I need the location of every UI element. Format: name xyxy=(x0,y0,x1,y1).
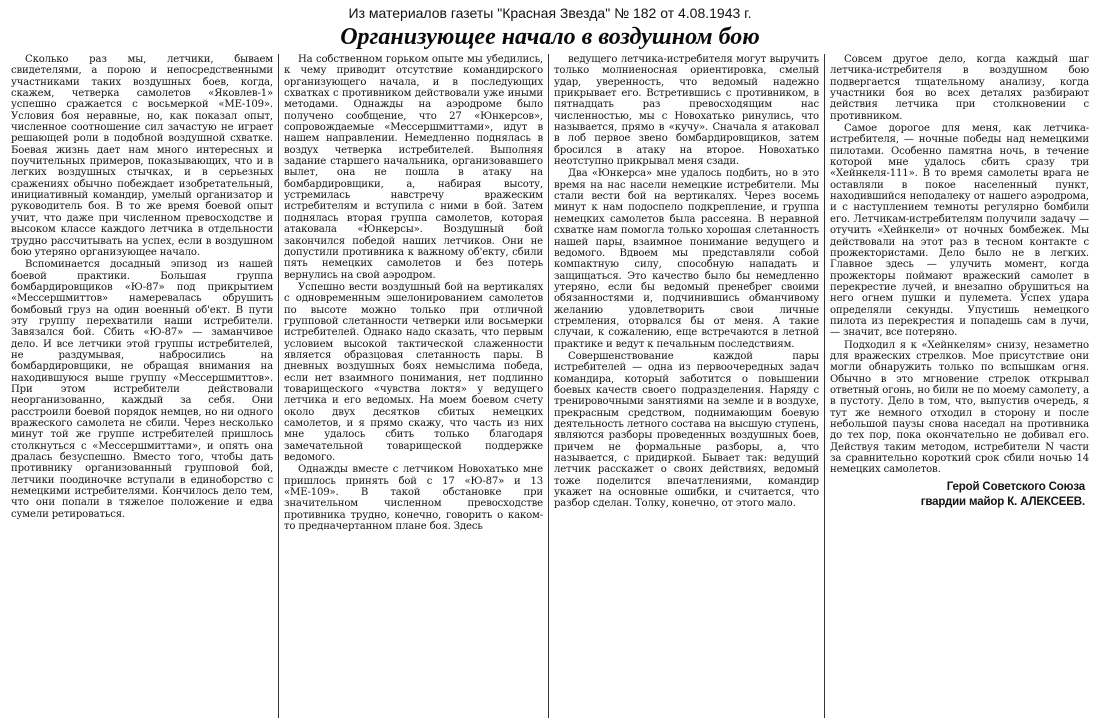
author-rank: Герой Советского Союза xyxy=(946,480,1085,493)
paragraph: ведущего летчика-истребителя могут выручить только молниеносная ориентировка, смелый удар, уверенность, что ведомый надежно прикрывает его. Встретившись с противником, в пятнадцать раз превосходящим нас численностью, мы с Новохатько ринулись, что называется, прямо в «кучу». Сначала я атаковал в лоб первое звено бомбардировщиков, затем бросился в атаку на второе. Новохатько неотступно прикрывал меня сзади. xyxy=(554,54,819,168)
column-3 xyxy=(548,54,824,718)
paragraph: Однажды вместе с летчиком Новохатько мне пришлось принять бой с 17 «Ю-87» и 13 «МЕ-109». В такой обстановке при значительном численном превосходстве противника трудно, конечно, говорить о каком-то предначертанном плане боя. Здесь xyxy=(284,464,543,533)
paragraph: Совершенствование каждой пары истребителей — одна из первоочередных задач командира, который заботится о повышении боевых качеств своего подразделения. Наряду с тренировочными занятиями на земле и в воздухе, прекрасным средством, поднимающим боевую деятельность летного состава на высшую ступень, являются разборы проведенных воздушных боев, причем не формальные разборы, а, что называется, с придиркой. Бывает так: ведущий летчик расскажет о своих действиях, ведомый тоже поделится впечатлениями, командир укажет на основные ошибки, и считается, что разбор сделан. Толку, конечно, от этого мало. xyxy=(554,350,819,510)
paragraph: Подходил я к «Хейнкелям» снизу, незаметно для вражеских стрелков. Мое присутствие они могли обнаружить только по вспышкам огня. Обычно в это мгновение стрелок открывал ответный огонь, но били не по моему самолету, а в пустоту. Дело в том, что, выпустив очередь, я тут же немного отходил в сторону и после небольшой паузы снова наседал на противника до тех пор, пока окончательно не добивал его. Действуя таким методом, истребители N части за сравнительно короткий срок сбили ночью 14 немецких самолетов. xyxy=(830,339,1089,476)
author-name: гвардии майор К. АЛЕКСЕЕВ. xyxy=(920,495,1085,508)
author-signature xyxy=(830,480,1089,510)
column-2 xyxy=(278,54,548,718)
article-columns xyxy=(6,54,1094,718)
paragraph: Совсем другое дело, когда каждый шаг летчика-истребителя в воздушном бою подвергается тщательному анализу, когда участники боя во всех деталях разбирают действия летчика при столкновении с противником. xyxy=(830,54,1089,122)
paragraph: Самое дорогое для меня, как летчика-истребителя, — ночные победы над немецкими пилотами. Особенно памятна ночь, в течение которой мне удалось сбить сразу три «Хейнкеля-111». В то время самолеты врага не оставляли в покое населенный пункт, находившийся неподалеку от нашего аэродрома, и с наступлением темноты регулярно бомбили его. Летчикам-истребителям получили задачу — отучить «Хейнкели» от ночных бомбежек. Мы действовали на этот раз в тесном контакте с прожектористами. Дело было не в легких. Главное здесь — улучить момент, когда прожекторы поймают вражеский самолет в перекрестие лучей, и внезапно обрушиться на него огнем пушки и пулемета. Успех удара определяли секунды. Упустишь немецкого пилота из перекрестия и попадешь сам в лучи, — значит, все потеряно. xyxy=(830,123,1089,339)
source-caption: Из материалов газеты "Красная Звезда" № 182 от 4.08.1943 г. xyxy=(348,5,752,21)
column-1 xyxy=(6,54,278,718)
column-4 xyxy=(824,54,1094,718)
paragraph: Вспоминается досадный эпизод из нашей боевой практики. Большая группа бомбардировщиков «Ю-87» под прикрытием «Мессершмиттов» намеревалась обрушить бомбовый груз на один военный об'ект. В пути эту группу перехватили наши истребители. Завязался бой. Сбить «Ю-87» — заманчивое дело. И все летчики этой группы истребителей, не раздумывая, набросились на бомбардировщики, не обращая внимания на находившуюся выше группу «Мессершмиттов». При этом истребители действовали неорганизованно, каждый за себя. Они расстроили боевой порядок немцев, но ни одного вражеского самолета не сбили. Через несколько минут той же группе истребителей пришлось столкнуться с «Мессершмиттами», и опять она дралась безуспешно. Вместо того, чтобы дать противнику организованный групповой бой, летчики поодиночке вступали в единоборство с немецкими истребителями. Кончилось дело тем, что они попали в тяжелое положение и едва сумели ретироваться. xyxy=(11,259,273,520)
paragraph: Сколько раз мы, летчики, бываем свидетелями, а порою и непосредственными участниками таких воздушных боев, когда, скажем, четверка самолетов «Яковлев-1» успешно сражается с восьмеркой «МЕ-109». Условия боя неравные, но, как показал опыт, численное соотношение сил зачастую не играет решающей роли в подобной воздушной схватке. Боевая жизнь дает нам много интересных и поучительных примеров, показывающих, что и в легких воздушных стычках, и в серьезных сражениях обычно побеждает изобретательный, инициативный командир, умелый организатор и руководитель боя. В то же время боевой опыт учит, что даже при численном превосходстве и высоком классе каждого летчика в отдельности трудно рассчитывать на успех, если в воздушном бою утеряно организующее начало. xyxy=(11,54,273,258)
paragraph: Два «Юнкерса» мне удалось подбить, но в это время на нас насели немецкие истребители. Мы стали вести бой на вертикалях. Через восемь минут к нам подоспело подкрепление, и группа немецких самолетов была рассеяна. В неравной схватке нам помогла только хорошая слетанность нашей пары, взаимное понимание ведущего и ведомого. Вдвоем мы представляли собой компактную силу, способную нападать и защищаться. Это качество было бы немедленно утеряно, если бы ведомый пренебрег своими обязанностями и, подчинившись обманчивому желанию удовлетворить свои личные стремления, оторвался бы от меня. А такие случаи, к сожалению, еще встречаются в летной практике и ведут к печальным последствиям. xyxy=(554,168,819,350)
article-title: Организующее начало в воздушном бою xyxy=(340,24,760,50)
paragraph: Успешно вести воздушный бой на вертикалях с одновременным эшелонированием самолетов по высоте можно только при отличной групповой слетанности четверки или восьмерки истребителей. Однако надо сказать, что первым условием высокой тактической слаженности является образцовая слетанность пары. В дневных воздушных боях немыслима победа, если нет взаимного понимания, нет подлинно товарищеского «чувства локтя» у ведущего летчика и его ведомых. На моем боевом счету около двух десятков сбитых немецких самолетов, и я прямо скажу, что часть из них мне удалось сбить только благодаря замечательной товарищеской поддержке ведомого. xyxy=(284,281,543,464)
paragraph: На собственном горьком опыте мы убедились, к чему приводит отсутствие командирского организующего начала, и в последующих схватках с противником действовали уже иными методами. Однажды на аэродроме было получено сообщение, что 27 «Юнкерсов», сопровождаемые «Мессершмиттами», идут в нашем направлении. Немедленно поднялась в воздух четверка истребителей. Выполняя задание старшего начальника, организовавшего вылет, она не пошла в атаку на бомбардировщики, а, набирая высоту, устремилась навстречу вражеским истребителям и вступила с ними в бой. Затем поднялась вторая группа самолетов, которая атаковала «Юнкерсы». Воздушный бой закончился победой наших летчиков. Они не допустили противника к важному об'екту, сбили пять немецких самолетов и без потерь вернулись на свой аэродром. xyxy=(284,54,543,281)
